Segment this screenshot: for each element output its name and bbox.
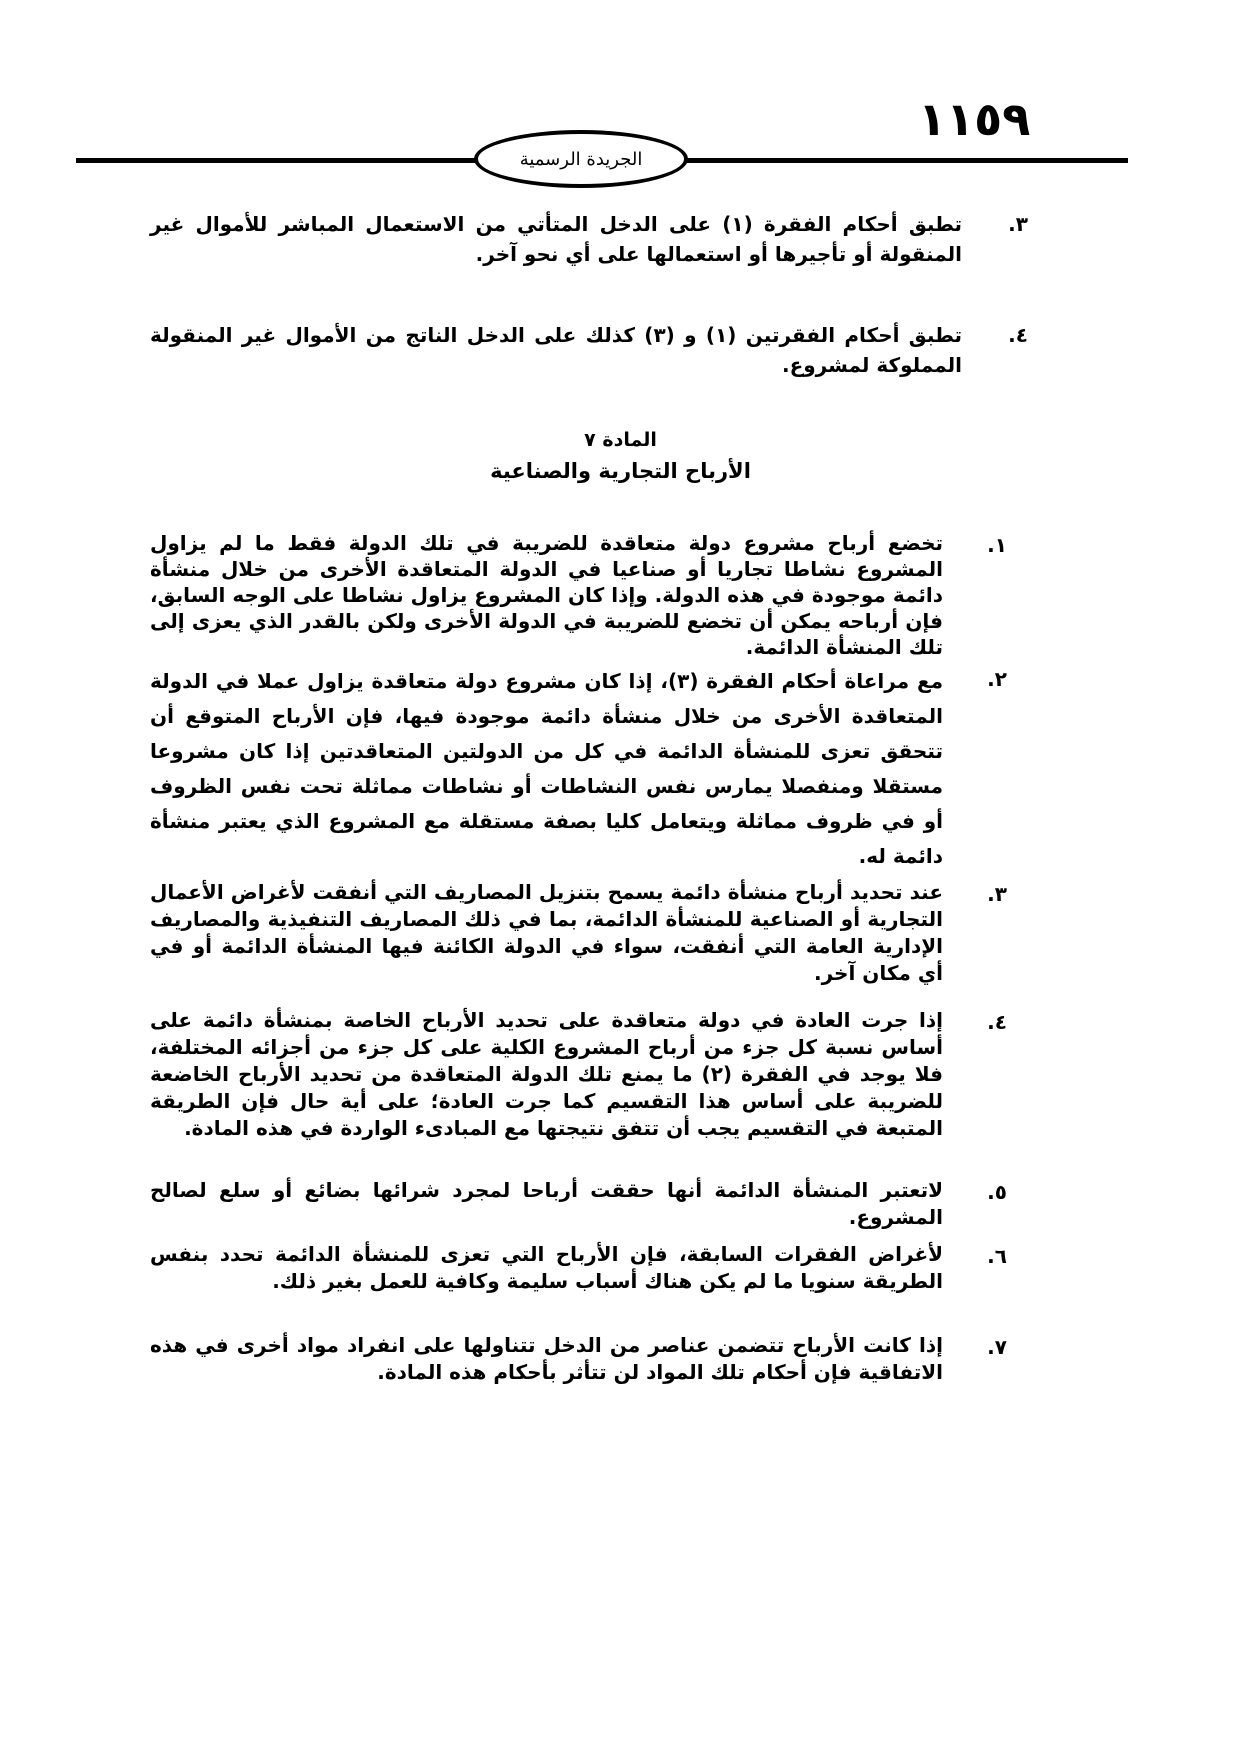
item-number: ٤. — [1008, 323, 1028, 347]
journal-title: الجريدة الرسمية — [519, 148, 643, 170]
paragraph-text: مع مراعاة أحكام الفقرة (٣)، إذا كان مشروع دولة متعاقدة يزاول عملا في الدولة المتعاقدة الأخرى من خلال منشأة دائمة موجودة فيها، فإن الأرباح المتوقع أن تتحقق تعزى للمنشأة الدائمة في كل من الدولتين المتعاقدتين إذا كان مشروعا مستقلا ومنفصلا يمارس نفس النشاطات أو نشاطات مماثلة تحت نفس الظروف أو في ظروف مماثلة ويتعامل كليا بصفة مستقلة مع المشروع الذي يعتبر منشأة دائمة له. — [150, 669, 943, 868]
journal-title-oval — [474, 130, 688, 188]
item-number: ٤. — [987, 1010, 1007, 1034]
paragraph-text: لاتعتبر المنشأة الدائمة أنها حققت أرباحا لمجرد شرائها بضائع أو سلع لصالح المشروع. — [150, 1178, 943, 1229]
item-number: ٢. — [987, 667, 1007, 691]
item-number: ٦. — [987, 1244, 1007, 1268]
page-number: ١١٥٩ — [918, 92, 1031, 146]
paragraph-text: عند تحديد أرباح منشأة دائمة يسمح بتنزيل المصاريف التي أنفقت لأغراض الأعمال التجارية أو الصناعية للمنشأة الدائمة، بما في ذلك المصاريف التنفيذية والمصاريف الإدارية العامة التي أنفقت، سواء في الدولة الكائنة فيها المنشأة الدائمة أو في أي مكان آخر. — [150, 880, 943, 985]
item-number: ١. — [987, 533, 1007, 557]
paragraph-text: تطبق أحكام الفقرتين (١) و (٣) كذلك على الدخل الناتج من الأموال غير المنقولة المملوكة لمشروع. — [150, 323, 962, 377]
item-number: ٧. — [987, 1335, 1007, 1359]
item-number: ٥. — [987, 1180, 1007, 1204]
paragraph-text: تخضع أرباح مشروع دولة متعاقدة للضريبة في تلك الدولة فقط ما لم يزاول المشروع نشاطا تجاريا أو صناعيا في الدولة المتعاقدة الأخرى من خلال منشأة دائمة موجودة في هذه الدولة. وإذا كان المشروع يزاول نشاطا على الوجه السابق، فإن أرباحه يمكن أن تخضع للضريبة في الدولة الأخرى ولكن بالقدر الذي يعزى إلى تلك المنشأة الدائمة. — [150, 531, 943, 659]
paragraph-text: تطبق أحكام الفقرة (١) على الدخل المتأتي من الاستعمال المباشر للأموال غير المنقولة أو تأجيرها أو استعمالها على أي نحو آخر. — [150, 212, 962, 266]
item-number: ٣. — [987, 882, 1007, 906]
article-title: الأرباح التجارية والصناعية — [490, 459, 751, 483]
paragraph-text: إذا كانت الأرباح تتضمن عناصر من الدخل تتناولها على انفراد مواد أخرى في هذه الاتفاقية فإن أحكام تلك المواد لن تتأثر بأحكام هذه المادة. — [150, 1333, 943, 1384]
paragraph-text: لأغراض الفقرات السابقة، فإن الأرباح التي تعزى للمنشأة الدائمة تحدد بنفس الطريقة سنويا ما لم يكن هناك أسباب سليمة وكافية للعمل بغير ذلك. — [150, 1242, 943, 1293]
article-number: المادة ٧ — [584, 429, 657, 451]
paragraph-text: إذا جرت العادة في دولة متعاقدة على تحديد الأرباح الخاصة بمنشأة دائمة على أساس نسبة كل جزء من أرباح المشروع الكلية على كل جزء من أجزائه المختلفة، فلا يوجد في الفقرة (٢) ما يمنع تلك الدولة المتعاقدة من تحديد الأرباح الخاضعة للضريبة على أساس هذا التقسيم كما جرت العادة؛ على أية حال فإن الطريقة المتبعة في التقسيم يجب أن تتفق نتيجتها مع المبادىء الواردة في هذه المادة. — [150, 1008, 943, 1140]
item-number: ٣. — [1008, 212, 1028, 236]
